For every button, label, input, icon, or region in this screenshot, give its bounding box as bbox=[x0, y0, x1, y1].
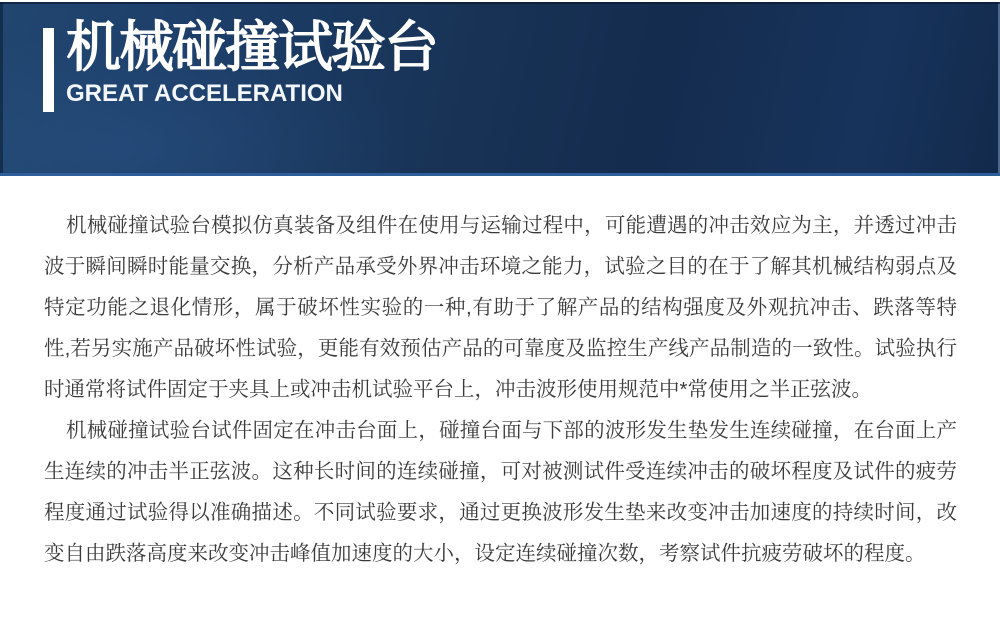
banner-title-block bbox=[66, 16, 437, 108]
hero-banner bbox=[0, 2, 1000, 176]
page-title: 机械碰撞试验台 bbox=[66, 16, 438, 78]
article-paragraph-2: 机械碰撞试验台试件固定在冲击台面上，碰撞台面与下部的波形发生垫发生连续碰撞，在台面上产生连续的冲击半正弦波。这种长时间的连续碰撞，可对被测试件受连续冲击的破坏程度及试件的疲劳程度通过试验得以准确描述。不同试验要求，通过更换波形发生垫来改变冲击加速度的持续时间，改变自由跌落高度来改变冲击峰值加速度的大小，设定连续碰撞次数，考察试件抗疲劳破坏的程度。 bbox=[44, 419, 957, 565]
article-body bbox=[44, 205, 957, 574]
page-subtitle: GREAT ACCELERATION bbox=[66, 80, 343, 108]
title-accent-bar bbox=[43, 28, 54, 112]
article-paragraph-1: 机械碰撞试验台模拟仿真装备及组件在使用与运输过程中，可能遭遇的冲击效应为主，并透过冲击波于瞬间瞬时能量交换，分析产品承受外界冲击环境之能力，试验之目的在于了解其机械结构弱点及特定功能之退化情形，属于破坏性实验的一种,有助于了解产品的结构强度及外观抗冲击、跌落等特性,若另实施产品破坏性试验，更能有效预估产品的可靠度及监控生产线产品制造的一致性。试验执行时通常将试件固定于夹具上或冲击机试验平台上，冲击波形使用规范中*常使用之半正弦波。 bbox=[44, 214, 957, 401]
